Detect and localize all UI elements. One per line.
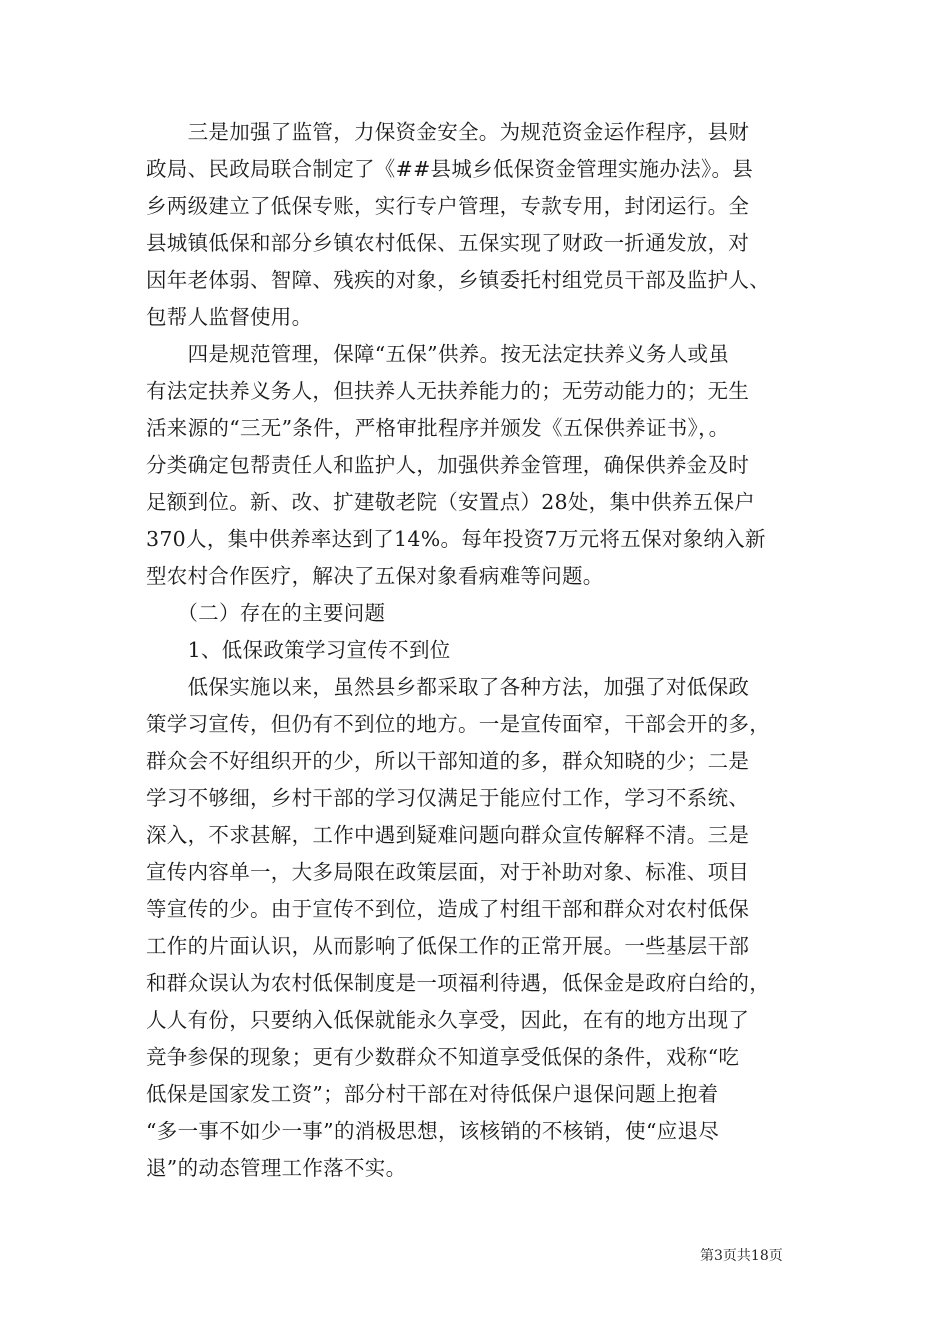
subsection-heading: 1、低保政策学习宣传不到位 [146,638,451,662]
section-heading: （二）存在的主要问题 [146,601,386,625]
text-line: 竞争参保的现象；更有少数群众不知道享受低保的条件，戏称“吃 [146,1045,740,1069]
text-line: 工作的片面认识，从而影响了低保工作的正常开展。一些基层干部 [146,934,750,958]
text-line: 人人有份，只要纳入低保就能永久享受，因此，在有的地方出现了 [146,1008,750,1032]
text-line: 因年老体弱、智障、残疾的对象，乡镇委托村组党员干部及监护人、 [146,268,770,292]
text-line: 县城镇低保和部分乡镇农村低保、五保实现了财政一折通发放，对 [146,231,750,255]
text-line: 370人，集中供养率达到了14%。每年投资7万元将五保对象纳入新 [146,527,766,551]
text-line: 有法定扶养义务人，但扶养人无扶养能力的；无劳动能力的；无生 [146,379,750,403]
text-line: “多一事不如少一事”的消极思想，该核销的不核销，使“应退尽 [146,1119,720,1143]
text-line: 活来源的“三无”条件，严格审批程序并颁发《五保供养证书》，。 [146,416,730,440]
text-line: 低保实施以来，虽然县乡都采取了各种方法，加强了对低保政 [146,675,750,699]
text-line: 低保是国家发工资”；部分村干部在对待低保户退保问题上抱着 [146,1082,719,1106]
page-number-footer: 第3页共18页 [700,1248,783,1264]
text-line: 学习不够细，乡村干部的学习仅满足于能应付工作，学习不系统、 [146,786,750,810]
text-line: 分类确定包帮责任人和监护人，加强供养金管理，确保供养金及时 [146,453,750,477]
text-line: 足额到位。新、改、扩建敬老院（安置点）28处，集中供养五保户 [146,490,756,514]
text-line: 等宣传的少。由于宣传不到位，造成了村组干部和群众对农村低保 [146,897,750,921]
text-line: 乡两级建立了低保专账，实行专户管理，专款专用，封闭运行。全 [146,194,750,218]
text-line: 策学习宣传，但仍有不到位的地方。一是宣传面窄，干部会开的多， [146,712,770,736]
text-line: 四是规范管理，保障“五保”供养。按无法定扶养义务人或虽 [146,342,730,366]
text-line: 深入，不求甚解，工作中遇到疑难问题向群众宣传解释不清。三是 [146,823,750,847]
text-line: 政局、民政局联合制定了《##县城乡低保资金管理实施办法》。县 [146,157,754,181]
text-line: 宣传内容单一，大多局限在政策层面，对于补助对象、标准、项目 [146,860,750,884]
text-line: 退”的动态管理工作落不实。 [146,1156,407,1180]
text-line: 型农村合作医疗，解决了五保对象看病难等问题。 [146,564,604,588]
text-line: 包帮人监督使用。 [146,305,313,329]
text-line: 和群众误认为农村低保制度是一项福利待遇，低保金是政府白给的， [146,971,770,995]
text-line: 三是加强了监管，力保资金安全。为规范资金运作程序，县财 [146,120,750,144]
text-line: 群众会不好组织开的少，所以干部知道的多，群众知晓的少；二是 [146,749,750,773]
